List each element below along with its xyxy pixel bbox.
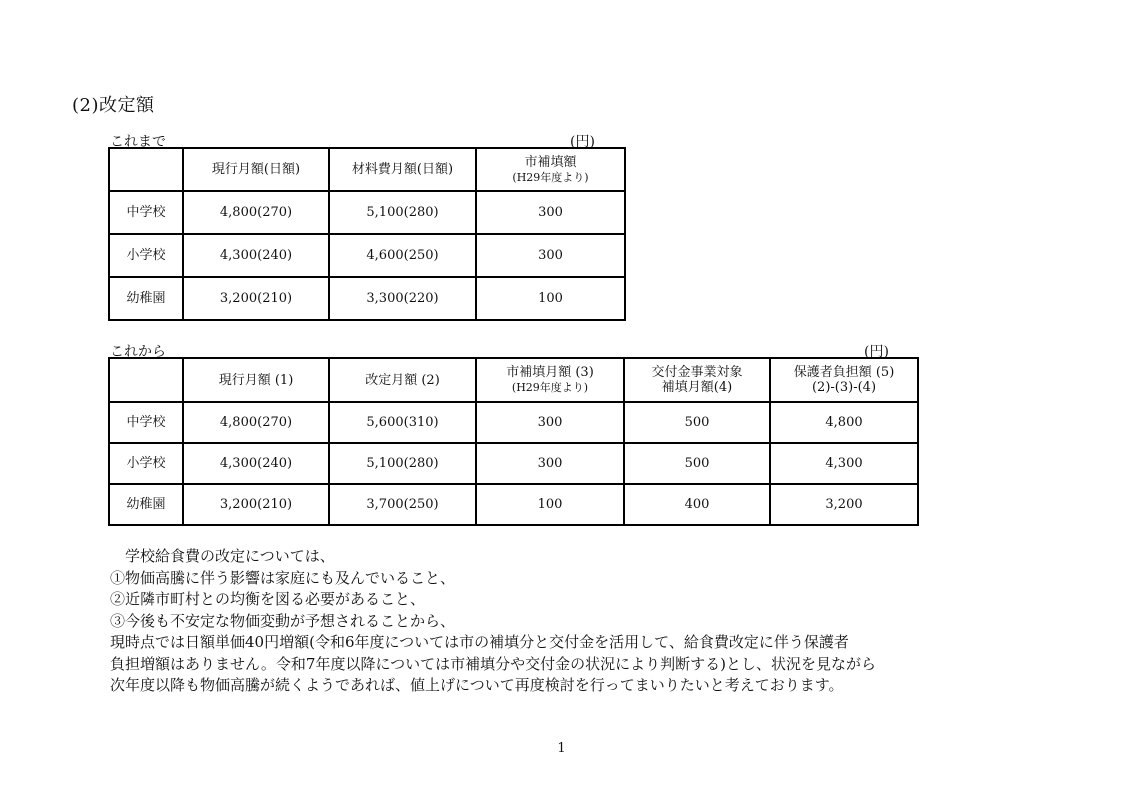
- table1-header-city: [476, 148, 625, 191]
- cell-city: 300: [476, 443, 624, 484]
- table-current: [108, 147, 626, 321]
- section-heading: (2)改定額: [72, 95, 155, 116]
- cell-city: 100: [476, 277, 625, 320]
- cell-guardian: 4,300: [770, 443, 918, 484]
- table2-header-city-sub: (H29年度より): [511, 381, 589, 394]
- row-label: 小学校: [109, 234, 183, 277]
- table-row: [109, 277, 625, 320]
- body-line: 負担増額はありません。令和7年度以降については市補填分や交付金の状況により判断する)とし、状況を見ながら: [110, 654, 877, 673]
- cell-city: 300: [476, 234, 625, 277]
- cell-material: 4,600(250): [329, 234, 476, 277]
- table2-header-grant-line1: 交付金事業対象: [651, 365, 743, 380]
- cell-grant: 500: [624, 443, 770, 484]
- page-number: 1: [557, 741, 566, 756]
- table2-corner-cell: [109, 358, 183, 402]
- table2-header-guardian-line2: (2)-(3)-(4): [811, 380, 877, 395]
- cell-guardian: 3,200: [770, 484, 918, 525]
- table-row: [109, 234, 625, 277]
- table-row: [109, 402, 918, 443]
- row-label: 中学校: [109, 191, 183, 234]
- table2-header-revised: 改定月額 (2): [329, 358, 476, 402]
- table-row: [109, 443, 918, 484]
- cell-city: 300: [476, 191, 625, 234]
- body-line: 学校給食費の改定については、: [110, 547, 335, 565]
- table2-unit: (円): [864, 344, 889, 360]
- cell-revised: 5,600(310): [329, 402, 476, 443]
- cell-current: 4,800(270): [183, 402, 329, 443]
- cell-revised: 3,700(250): [329, 484, 476, 525]
- body-line: 次年度以降も物価高騰が続くようであれば、値上げについて再度検討を行ってまいりたいと考えております。: [110, 676, 844, 694]
- table1-header-city-sub: (H29年度より): [512, 170, 589, 184]
- cell-current: 4,300(240): [183, 443, 329, 484]
- row-label: 中学校: [109, 402, 183, 443]
- body-line: ①物価高騰に伴う影響は家庭にも及んでいること、: [110, 568, 456, 587]
- table2-caption: これから: [110, 344, 166, 360]
- body-line: 現時点では日額単価40円増額(令和6年度については市の補填分と交付金を活用して、給食費改定に伴う保護者: [110, 633, 849, 651]
- cell-current: 4,800(270): [183, 191, 329, 234]
- table1-unit: (円): [570, 134, 595, 150]
- table-revised: [108, 357, 919, 526]
- table2-header-city: [476, 358, 624, 402]
- table2-header-current: 現行月額 (1): [183, 358, 329, 402]
- table-row: [109, 484, 918, 525]
- row-label: 幼稚園: [109, 484, 183, 525]
- cell-material: 3,300(220): [329, 277, 476, 320]
- table2-header-grant-line2: 補填月額(4): [661, 380, 733, 395]
- cell-grant: 500: [624, 402, 770, 443]
- body-text: [110, 546, 876, 697]
- table1-caption: これまで: [110, 134, 166, 150]
- cell-city: 100: [476, 484, 624, 525]
- table1-header-row: [109, 148, 625, 191]
- table1-corner-cell: [109, 148, 183, 191]
- table1-header-city-main: 市補填額: [524, 154, 577, 170]
- row-label: 小学校: [109, 443, 183, 484]
- cell-grant: 400: [624, 484, 770, 525]
- table1-header-material: 材料費月額(日額): [329, 148, 476, 191]
- cell-revised: 5,100(280): [329, 443, 476, 484]
- row-label: 幼稚園: [109, 277, 183, 320]
- cell-current: 3,200(210): [183, 277, 329, 320]
- table-row: [109, 191, 625, 234]
- cell-current: 3,200(210): [183, 484, 329, 525]
- table2-header-guardian: [770, 358, 918, 402]
- table1-header-current: 現行月額(日額): [183, 148, 329, 191]
- body-line: ③今後も不安定な物価変動が予想されることから、: [110, 611, 456, 630]
- cell-city: 300: [476, 402, 624, 443]
- table2-header-grant: [624, 358, 770, 402]
- table2-header-row: [109, 358, 918, 402]
- table2-header-guardian-line1: 保護者負担額 (5): [793, 365, 895, 380]
- cell-guardian: 4,800: [770, 402, 918, 443]
- cell-current: 4,300(240): [183, 234, 329, 277]
- table2-header-city-main: 市補填月額 (3): [506, 365, 594, 380]
- body-line: ②近隣市町村との均衡を図る必要があること、: [110, 590, 426, 608]
- cell-material: 5,100(280): [329, 191, 476, 234]
